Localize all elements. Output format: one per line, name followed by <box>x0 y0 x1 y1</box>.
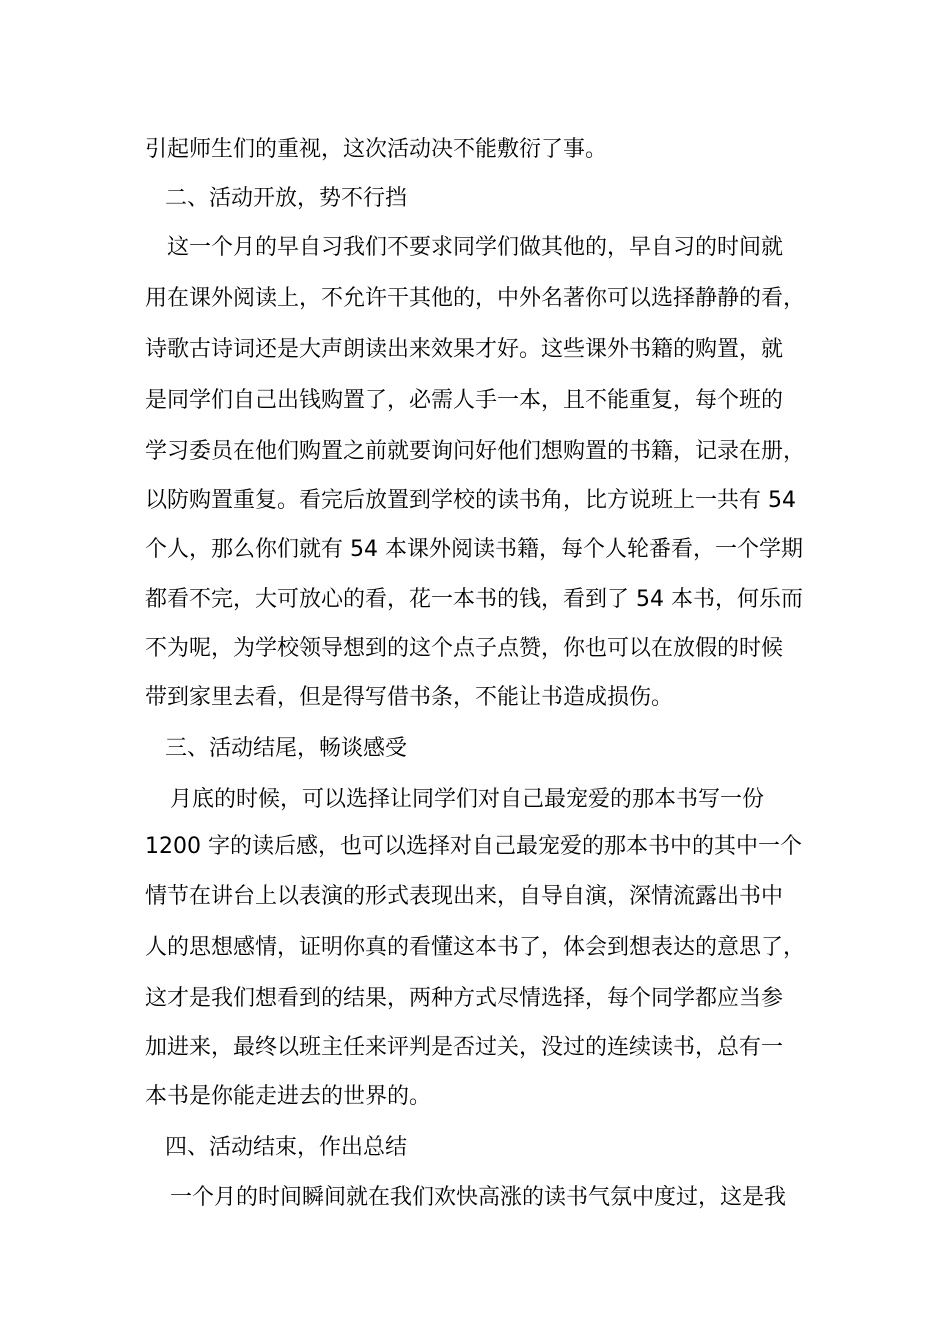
text-line: 引起师生们的重视，这次活动决不能敷衍了事。 <box>145 137 608 162</box>
paragraph-start: 一个月的时间瞬间就在我们欢快高涨的读书气氛中度过，这是我 <box>170 1185 787 1210</box>
text-line: 都看不完，大可放心的看，花一本书的钱，看到了 54 本书，何乐而 <box>145 587 803 612</box>
section-heading-3: 三、活动结尾，畅谈感受 <box>165 736 408 761</box>
text-line: 学习委员在他们购置之前就要询问好他们想购置的书籍，记录在册， <box>145 439 806 464</box>
text-line: 情节在讲台上以表演的形式表现出来，自导自演，深情流露出书中 <box>145 884 784 909</box>
text-line: 加进来，最终以班主任来评判是否过关，没过的连续读书，总有一 <box>145 1035 784 1060</box>
text-line: 诗歌古诗词还是大声朗读出来效果才好。这些课外书籍的购置，就 <box>145 337 784 362</box>
section-heading-4: 四、活动结束，作出总结 <box>165 1135 408 1160</box>
text-line: 个人，那么你们就有 54 本课外阅读书籍，每个人轮番看，一个学期 <box>145 537 803 562</box>
text-line: 人的思想感情，证明你真的看懂这本书了，体会到想表达的意思了， <box>145 935 806 960</box>
text-line: 以防购置重复。看完后放置到学校的读书角，比方说班上一共有 54 <box>145 488 796 513</box>
text-line: 用在课外阅读上，不允许干其他的，中外名著你可以选择静静的看， <box>145 286 806 311</box>
section-heading-2: 二、活动开放，势不行挡 <box>165 186 408 211</box>
text-line: 是同学们自己出钱购置了，必需人手一本，且不能重复，每个班的 <box>145 388 784 413</box>
text-line: 不为呢，为学校领导想到的这个点子点赞，你也可以在放假的时候 <box>145 636 784 661</box>
paragraph-start: 这一个月的早自习我们不要求同学们做其他的，早自习的时间就 <box>167 235 784 260</box>
paragraph-start: 月底的时候，可以选择让同学们对自己最宠爱的那本书写一份 <box>170 787 765 812</box>
text-line: 1200 字的读后感，也可以选择对自己最宠爱的那本书中的其中一个 <box>145 834 802 859</box>
text-line: 这才是我们想看到的结果，两种方式尽情选择，每个同学都应当参 <box>145 986 784 1011</box>
text-line: 带到家里去看，但是得写借书条，不能让书造成损伤。 <box>145 685 674 710</box>
text-line: 本书是你能走进去的世界的。 <box>145 1084 432 1109</box>
